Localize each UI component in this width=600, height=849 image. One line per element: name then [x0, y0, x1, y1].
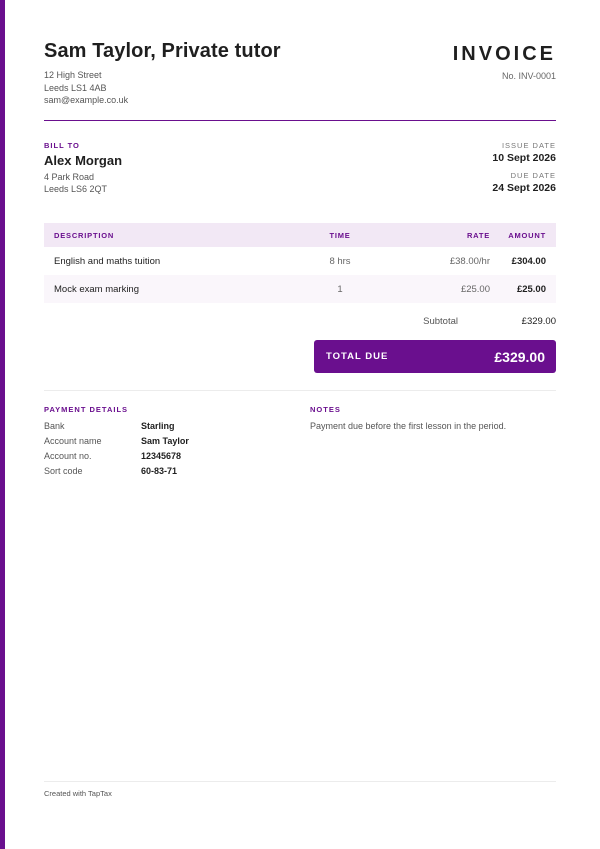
- notes-text: Payment due before the first lesson in the period.: [310, 421, 507, 431]
- payment-value: Starling: [141, 421, 175, 431]
- footer-credit: Created with TapTax: [44, 789, 112, 798]
- row-time: 1: [337, 283, 343, 295]
- client-address-line2: Leeds LS6 2QT: [44, 184, 108, 194]
- subtotal-value: £329.00: [521, 316, 556, 327]
- payment-key: Bank: [44, 421, 65, 431]
- row-time: 8 hrs: [329, 255, 351, 267]
- payment-row: [44, 421, 284, 431]
- payment-row: [44, 466, 284, 476]
- payment-key: Account name: [44, 436, 102, 446]
- row-rate: £25.00: [460, 283, 490, 295]
- payment-key: Account no.: [44, 451, 92, 461]
- subtotal-label: Subtotal: [423, 316, 458, 327]
- row-amount: £304.00: [511, 255, 546, 267]
- row-amount: £25.00: [516, 283, 546, 295]
- issue-date-value: 10 Sept 2026: [492, 152, 556, 164]
- header-divider: [44, 120, 556, 121]
- row-description: English and maths tuition: [54, 255, 161, 267]
- total-due-box: [314, 340, 556, 373]
- payment-key: Sort code: [44, 466, 83, 476]
- payment-value: 12345678: [141, 451, 182, 461]
- issue-date-label: ISSUE DATE: [501, 141, 556, 150]
- total-due-value: £329.00: [494, 348, 545, 365]
- table-header: [44, 223, 556, 247]
- footer-divider: [44, 781, 556, 782]
- header-time: TIME: [329, 230, 351, 240]
- payment-value: 60-83-71: [141, 466, 178, 476]
- table-row: [44, 275, 556, 303]
- header-amount: AMOUNT: [508, 230, 546, 240]
- row-description: Mock exam marking: [54, 283, 139, 295]
- business-name: Sam Taylor, Private tutor: [44, 40, 281, 62]
- payment-row: [44, 436, 284, 446]
- payment-details-label: PAYMENT DETAILS: [44, 405, 129, 414]
- bill-to-label: BILL TO: [44, 141, 80, 150]
- business-address-line1: 12 High Street: [44, 70, 102, 80]
- invoice-title: INVOICE: [452, 43, 556, 65]
- total-due-label: TOTAL DUE: [326, 351, 389, 362]
- row-rate: £38.00/hr: [449, 255, 490, 267]
- table-row: [44, 247, 556, 275]
- business-address-line2: Leeds LS1 4AB: [44, 83, 107, 93]
- client-address-line1: 4 Park Road: [44, 172, 95, 182]
- due-date-label: DUE DATE: [510, 171, 556, 180]
- section-divider: [44, 390, 556, 391]
- header-rate: RATE: [466, 230, 490, 240]
- invoice-number: No. INV-0001: [501, 71, 556, 81]
- notes-label: NOTES: [310, 405, 341, 414]
- payment-row: [44, 451, 284, 461]
- accent-side-bar: [0, 0, 5, 849]
- header-description: DESCRIPTION: [54, 230, 115, 240]
- due-date-value: 24 Sept 2026: [492, 182, 556, 194]
- payment-value: Sam Taylor: [141, 436, 189, 446]
- line-items-table: [44, 223, 556, 303]
- business-email: sam@example.co.uk: [44, 95, 129, 105]
- client-name: Alex Morgan: [44, 153, 123, 168]
